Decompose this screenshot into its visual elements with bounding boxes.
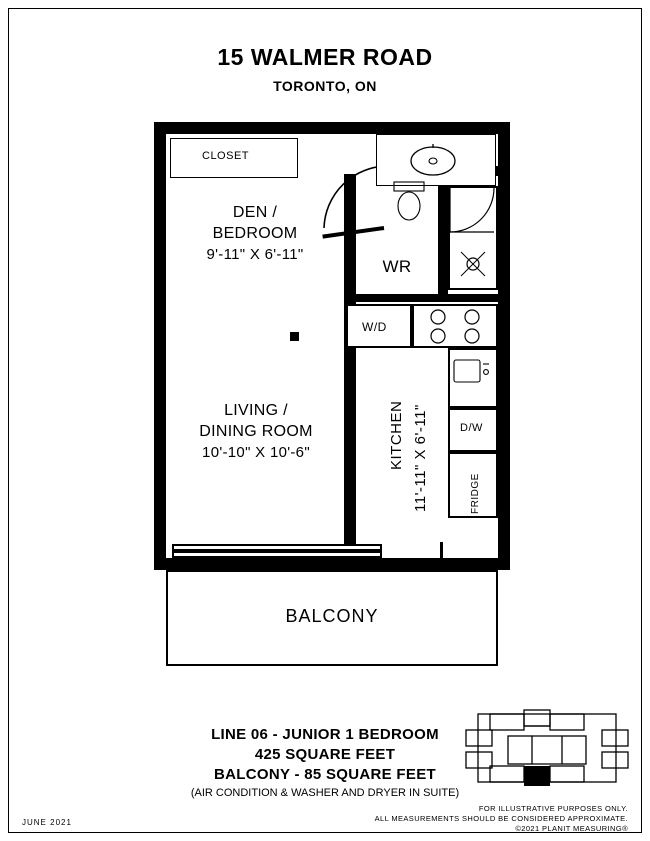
column-marker xyxy=(290,332,299,341)
wall-interior-vertical xyxy=(344,174,356,294)
footer-line-1: LINE 06 - JUNIOR 1 BEDROOM xyxy=(211,726,439,743)
dishwasher-label: D/W xyxy=(460,422,483,434)
living-dining-label xyxy=(166,400,346,463)
living-label-line1: LIVING / xyxy=(224,402,288,419)
living-label-line2: DINING ROOM xyxy=(199,423,313,440)
living-dimensions: 10'-10" X 10'-6" xyxy=(202,444,310,461)
disclaimer-line-2: ALL MEASUREMENTS SHOULD BE CONSIDERED APPROXIMATE. xyxy=(374,814,628,823)
kitchen-dimensions: 11'-11" X 6'-11" xyxy=(412,404,429,512)
footer-line-4: (AIR CONDITION & WASHER AND DRYER IN SUITE) xyxy=(190,787,460,799)
key-plan-diagram xyxy=(462,706,632,791)
disclaimer xyxy=(375,804,628,834)
disclaimer-line-1: FOR ILLUSTRATIVE PURPOSES ONLY. xyxy=(478,804,628,813)
kitchen-sink-icon xyxy=(452,354,494,402)
wall-top xyxy=(154,122,510,134)
closet-label: CLOSET xyxy=(202,150,250,162)
washer-dryer-label: W/D xyxy=(362,320,387,334)
stove-burners-icon xyxy=(412,304,498,348)
den-dimensions: 9'-11" X 6'-11" xyxy=(206,246,304,263)
wall-bath-bottom xyxy=(344,294,498,302)
floor-plan xyxy=(140,122,510,667)
wr-label: WR xyxy=(382,257,412,276)
disclaimer-line-3: ©2021 PLANIT MEASURING® xyxy=(515,824,628,833)
balcony-label: BALCONY xyxy=(285,606,379,626)
kitchen-label: KITCHEN xyxy=(388,400,405,470)
page-subtitle: TORONTO, ON xyxy=(273,78,377,94)
wall-left xyxy=(154,122,166,570)
toilet-icon xyxy=(392,180,428,226)
balcony-divider xyxy=(440,542,443,568)
den-label-line1: DEN / xyxy=(232,204,278,221)
fridge-label: FRIDGE xyxy=(470,473,481,514)
wall-bottom xyxy=(154,558,510,570)
sliding-door-rail xyxy=(172,549,382,553)
sink-icon xyxy=(404,142,462,180)
plan-date: JUNE 2021 xyxy=(22,818,72,827)
footer-line-3: BALCONY - 85 SQUARE FEET xyxy=(214,766,436,783)
page-title: 15 WALMER ROAD xyxy=(217,44,433,70)
den-bedroom-label xyxy=(170,202,340,265)
wall-right xyxy=(498,122,510,570)
den-label-line2: BEDROOM xyxy=(212,225,298,242)
footer-line-2: 425 SQUARE FEET xyxy=(254,746,396,763)
shower-fixture-icon xyxy=(448,186,498,290)
wall-bath-right xyxy=(438,174,448,294)
